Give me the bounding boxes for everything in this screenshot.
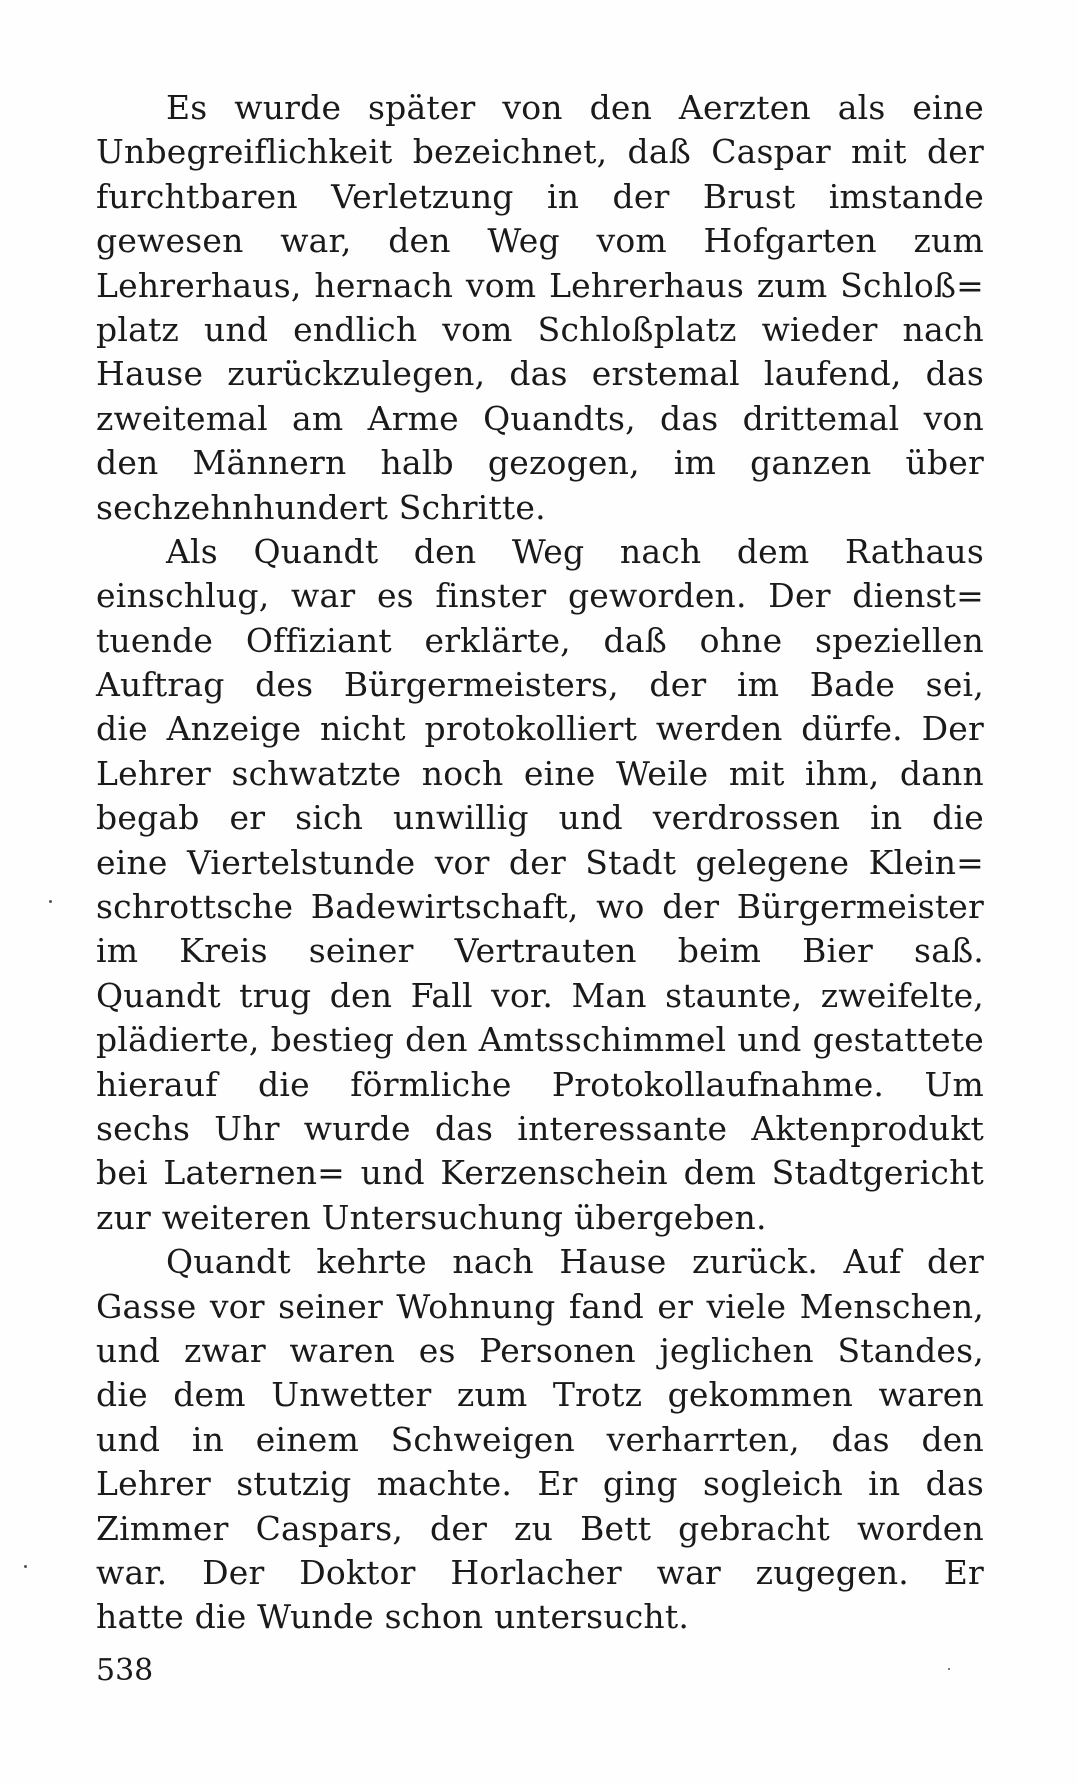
scan-speck	[24, 1565, 27, 1568]
text-line: die Anzeige nicht protokolliert werden dürfe. Der	[96, 709, 984, 749]
text-line: hatte die Wunde schon untersucht.	[96, 1597, 690, 1637]
text-line: plädierte, bestieg den Amtsschimmel und gestattete	[96, 1020, 984, 1060]
scan-speck	[49, 900, 52, 903]
text-line: Es wurde später von den Aerzten als eine	[166, 88, 984, 127]
text-line: Als Quandt den Weg nach dem Rathaus	[166, 531, 984, 571]
text-line: schrottsche Badewirtschaft, wo der Bürgermeister	[96, 887, 984, 927]
text-line: Zimmer Caspars, der zu Bett gebracht worden	[96, 1508, 984, 1548]
text-line: furchtbaren Verletzung in der Brust imstande	[96, 176, 984, 216]
text-line: gewesen war, den Weg vom Hofgarten zum	[96, 221, 984, 261]
text-line: bei Laternen= und Kerzenschein dem Stadtgericht	[96, 1153, 984, 1193]
text-line: sechs Uhr wurde das interessante Aktenprodukt	[96, 1108, 984, 1148]
text-line: Hause zurückzulegen, das erstemal laufend, das	[96, 354, 984, 394]
text-line: Lehrer schwatzte noch eine Weile mit ihm, dann	[96, 753, 984, 793]
text-line: den Männern halb gezogen, im ganzen über	[96, 443, 984, 483]
text-line: Lehrerhaus, hernach vom Lehrerhaus zum Schloß=	[96, 265, 984, 305]
text-line: Gasse vor seiner Wohnung fand er viele Menschen,	[96, 1286, 984, 1326]
text-line: die dem Unwetter zum Trotz gekommen waren	[96, 1375, 984, 1415]
text-line: tuende Offiziant erklärte, daß ohne speziellen	[96, 620, 984, 660]
text-line: zur weiteren Untersuchung übergeben.	[96, 1197, 767, 1237]
text-line: platz und endlich vom Schloßplatz wieder nach	[96, 309, 984, 349]
text-line: begab er sich unwillig und verdrossen in die	[96, 798, 984, 838]
text-line: einschlug, war es finster geworden. Der dienst=	[96, 576, 984, 616]
text-line: zweitemal am Arme Quandts, das drittemal von	[96, 398, 984, 438]
text-line: und in einem Schweigen verharrten, das den	[96, 1419, 984, 1459]
text-line: sechzehnhundert Schritte.	[96, 487, 546, 527]
scan-speck	[948, 1668, 950, 1670]
text-line: Quandt kehrte nach Hause zurück. Auf der	[166, 1242, 984, 1282]
text-line: Unbegreiflichkeit bezeichnet, daß Caspar mit der	[96, 132, 984, 172]
body-text	[96, 86, 984, 1640]
page-number: 538	[96, 1653, 154, 1688]
text-line: Lehrer stutzig machte. Er ging sogleich in das	[96, 1464, 984, 1504]
text-line: und zwar waren es Personen jeglichen Standes,	[96, 1330, 984, 1370]
text-line: hierauf die förmliche Protokollaufnahme. Um	[96, 1064, 984, 1104]
text-line: im Kreis seiner Vertrauten beim Bier saß.	[96, 931, 984, 971]
text-line: war. Der Doktor Horlacher war zugegen. Er	[96, 1552, 984, 1592]
text-line: Quandt trug den Fall vor. Man staunte, zweifelte,	[96, 975, 984, 1015]
text-line: eine Viertelstunde vor der Stadt gelegene Klein=	[96, 842, 984, 882]
text-line: Auftrag des Bürgermeisters, der im Bade sei,	[96, 665, 984, 705]
